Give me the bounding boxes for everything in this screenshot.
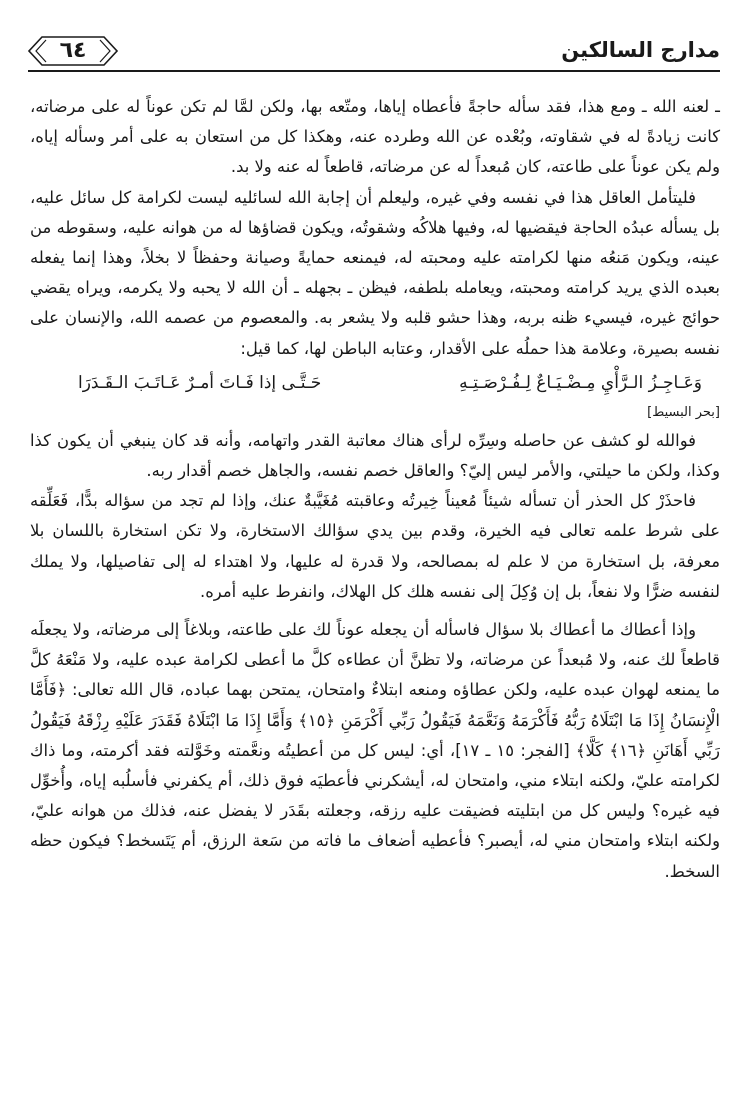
page-body xyxy=(30,92,720,887)
poetry-verse xyxy=(30,364,720,398)
page-header xyxy=(28,30,720,74)
paragraph-5-text: وإذا أعطاك ما أعطاك بلا سؤال فاسأله أن يجعله عوناً لك على طاعته، وبلاغاً إلى مرضاته، ولا يجعلَه قاطعاً لك عنه، ولا مُبعداً عن مرضاته، ولا تظنَّ أن عطاءه كلَّ ما أعطى لكرامة عبده عليه، ولا مَنْعَهُ كلَّ ما يمنعه لهوان عبده عليه، ولكن عطاؤه ومنعه ابتلاءٌ وامتحان، يمتحن بهما عباده، قال الله تعالى: xyxy=(30,620,720,700)
book-title: مدارج السالكين xyxy=(561,38,720,62)
verse-first-hemistich: وَعَـاجِـزُ الـرَّأْيِ مِـضْـيَـاعٌ لِـفُـرْصَـتِـهِ xyxy=(459,372,702,393)
paragraph-3: فوالله لو كشف عن حاصله وسِرِّه لرأى هناك معاتبة القدر واتهامه، وأنه قد كان ينبغي أن يكون كذا وكذا، ولكن ما حيلتي، والأمر ليس إليّ؟ والعاقل خصم نفسه، والجاهل خصم أقدار ربه. xyxy=(30,430,720,481)
header-divider xyxy=(28,70,720,72)
paragraph-5 xyxy=(30,615,720,887)
paragraph-4: فاحذَرْ كل الحذر أن تسأله شيئاً مُعيناً خِيرتُه وعاقبته مُغَيَّبةٌ عنك، وإذا لم تجد من سؤاله بدًّا، فَعَلِّقه على شرط علمه تعالى فيه الخيرة، وقدم بين يدي سؤالك الاستخارة، ولا تكن استخارة باللسان بلا معرفة، بل استخارة من لا علم له بمصالحه، ولا قدرة له عليها، ولا اهتداء له إلى تفاصيلها، ولا يملك لنفسه ضرًّا ولا نفعاً، بل إن وُكِلَ إلى نفسه هلك كل الهلاك، وانفرط عليه أمره. xyxy=(30,491,720,601)
paragraph-1: ـ لعنه الله ـ ومع هذا، فقد سأله حاجةً فأعطاه إياها، ومتّعه بها، ولكن لمَّا لم تكن عوناً له على مرضاته، كانت زيادةً له في شقاوته، وبُعْده عن الله وطرده عنه، وهكذا كل من استعان به على أمر وسأله إياه، ولم يكن عوناً على طاعته، كان مُبعداً له عن مرضاته، قاطعاً له عنه ولا بد. xyxy=(30,97,720,177)
poetry-meter-label: [بحر البسيط] xyxy=(647,404,720,420)
page-number: ٦٤ xyxy=(59,38,87,63)
verse-second-hemistich: حَـتَّـى إذا فَـاتَ أمـرٌ عَـاتَـبَ الـقَـدَرَا xyxy=(78,372,322,393)
paragraph-2: فليتأمل العاقل هذا في نفسه وفي غيره، وليعلم أن إجابة الله لسائليه ليست لكرامة كل سائل عليه، بل يسأله عبدُه الحاجة فيقضيها له، وفيها هلاكُه وشقوتُه، ويكون قضاؤها له من هوانه عليه، وسقوطه من عينه، ويكون مَنعُه منها لكرامته عليه ومحبته له، فيمنعه حمايةً وصيانة وحفظاً لا بخلاً، وهذا إنما يفعله بعبده الذي يريد كرامته ومحبته، ويعامله بلطفه، فيظن ـ بجهله ـ أن الله لا يحبه ولا يكرمه، ويراه يقضي حوائج غيره، فيسيء ظنه بربه، وهذا حشو قلبه ولا يشعر به. والمعصوم من عصمه الله، والإنسان على نفسه بصيرة، وعلامة هذا حملُه على الأقدار، وعتابه الباطن لها، كما قيل: xyxy=(30,187,720,358)
quran-quote: ﴿فَأَمَّا الْإِنسَانُ إِذَا مَا ابْتَلَاهُ رَبُّهُ فَأَكْرَمَهُ وَنَعَّمَهُ فَيَقُولُ رَبِّي أَكْرَمَنِ ﴿١٥﴾ وَأَمَّا إِذَا مَا ابْتَلَاهُ فَقَدَرَ عَلَيْهِ رِزْقَهُ فَيَقُولُ رَبِّي أَهَانَنِ ﴿١٦﴾ كَلَّا﴾ xyxy=(30,680,720,760)
paragraph-5-commentary: [الفجر: ١٥ ـ ١٧]، أي: ليس كل من أعطيتُه ونعَّمته وخَوَّلته فقد أكرمته، وما ذاك لكرامته عليّ، ولكنه ابتلاء مني، وامتحان له، أيشكرني فأعطيَه فوق ذلك، أم يكفرني فأسلُبه إياه، وأُخوِّل فيه غيره؟ وليس كل من ابتليته فضيقت عليه رزقه، وجعلته بقَدَر لا يفضل عنه، فذلك من هوانه عليّ، ولكنه ابتلاء وامتحان مني له، أيصبر؟ فأعطيه أضعاف ما فاته من سَعة الرزق، أم يَتَسخط؟ فيكون حظه السخط. xyxy=(30,740,720,881)
page-number-frame xyxy=(28,36,118,66)
